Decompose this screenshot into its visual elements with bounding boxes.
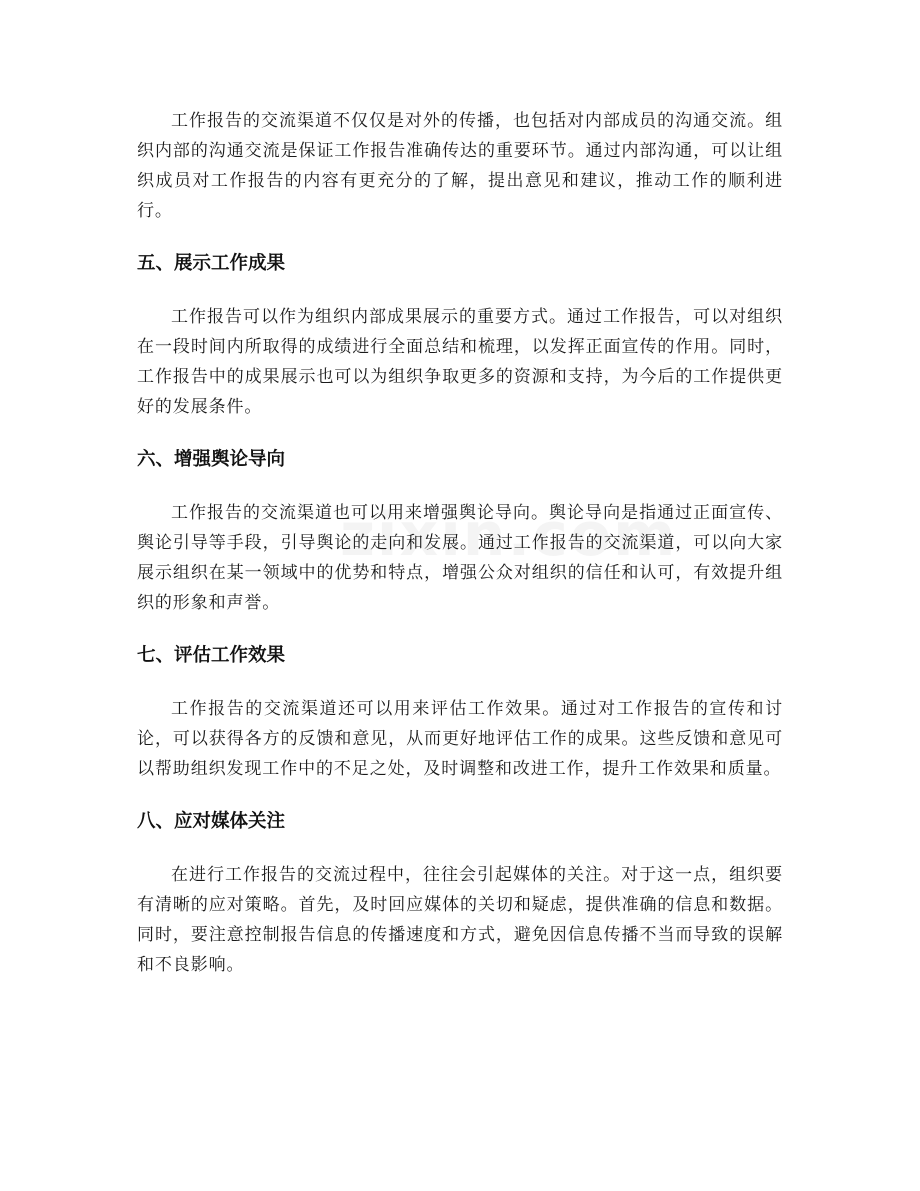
section-title-6: 六、增强舆论导向	[137, 449, 286, 470]
intro-paragraph: 工作报告的交流渠道不仅仅是对外的传播，也包括对内部成员的沟通交流。组织内部的沟通交流是保证工作报告准确传达的重要环节。通过内部沟通，可以让组织成员对工作报告的内容有更充分的了解，提出意见和建议，推动工作的顺利进行。	[137, 111, 783, 221]
section-title-5: 五、展示工作成果	[137, 253, 286, 274]
section-body-8: 在进行工作报告的交流过程中，往往会引起媒体的关注。对于这一点，组织要有清晰的应对策略。首先，及时回应媒体的关切和疑虑，提供准确的信息和数据。同时，要注意控制报告信息的传播速度和方式，避免因信息传播不当而导致的误解和不良影响。	[137, 865, 783, 975]
section-title-8: 八、应对媒体关注	[137, 811, 286, 832]
document-body	[137, 106, 783, 980]
section-body-5: 工作报告可以作为组织内部成果展示的重要方式。通过工作报告，可以对组织在一段时间内所取得的成绩进行全面总结和梳理，以发挥正面宣传的作用。同时，工作报告中的成果展示也可以为组织争取更多的资源和支持，为今后的工作提供更好的发展条件。	[137, 307, 783, 417]
section-body-6: 工作报告的交流渠道也可以用来增强舆论导向。舆论导向是指通过正面宣传、舆论引导等手段，引导舆论的走向和发展。通过工作报告的交流渠道，可以向大家展示组织在某一领域中的优势和特点，增强公众对组织的信任和认可，有效提升组织的形象和声誉。	[137, 503, 783, 613]
section-body-7: 工作报告的交流渠道还可以用来评估工作效果。通过对工作报告的宣传和讨论，可以获得各方的反馈和意见，从而更好地评估工作的成果。这些反馈和意见可以帮助组织发现工作中的不足之处，及时调整和改进工作，提升工作效果和质量。	[137, 699, 783, 779]
section-title-7: 七、评估工作效果	[137, 645, 286, 666]
